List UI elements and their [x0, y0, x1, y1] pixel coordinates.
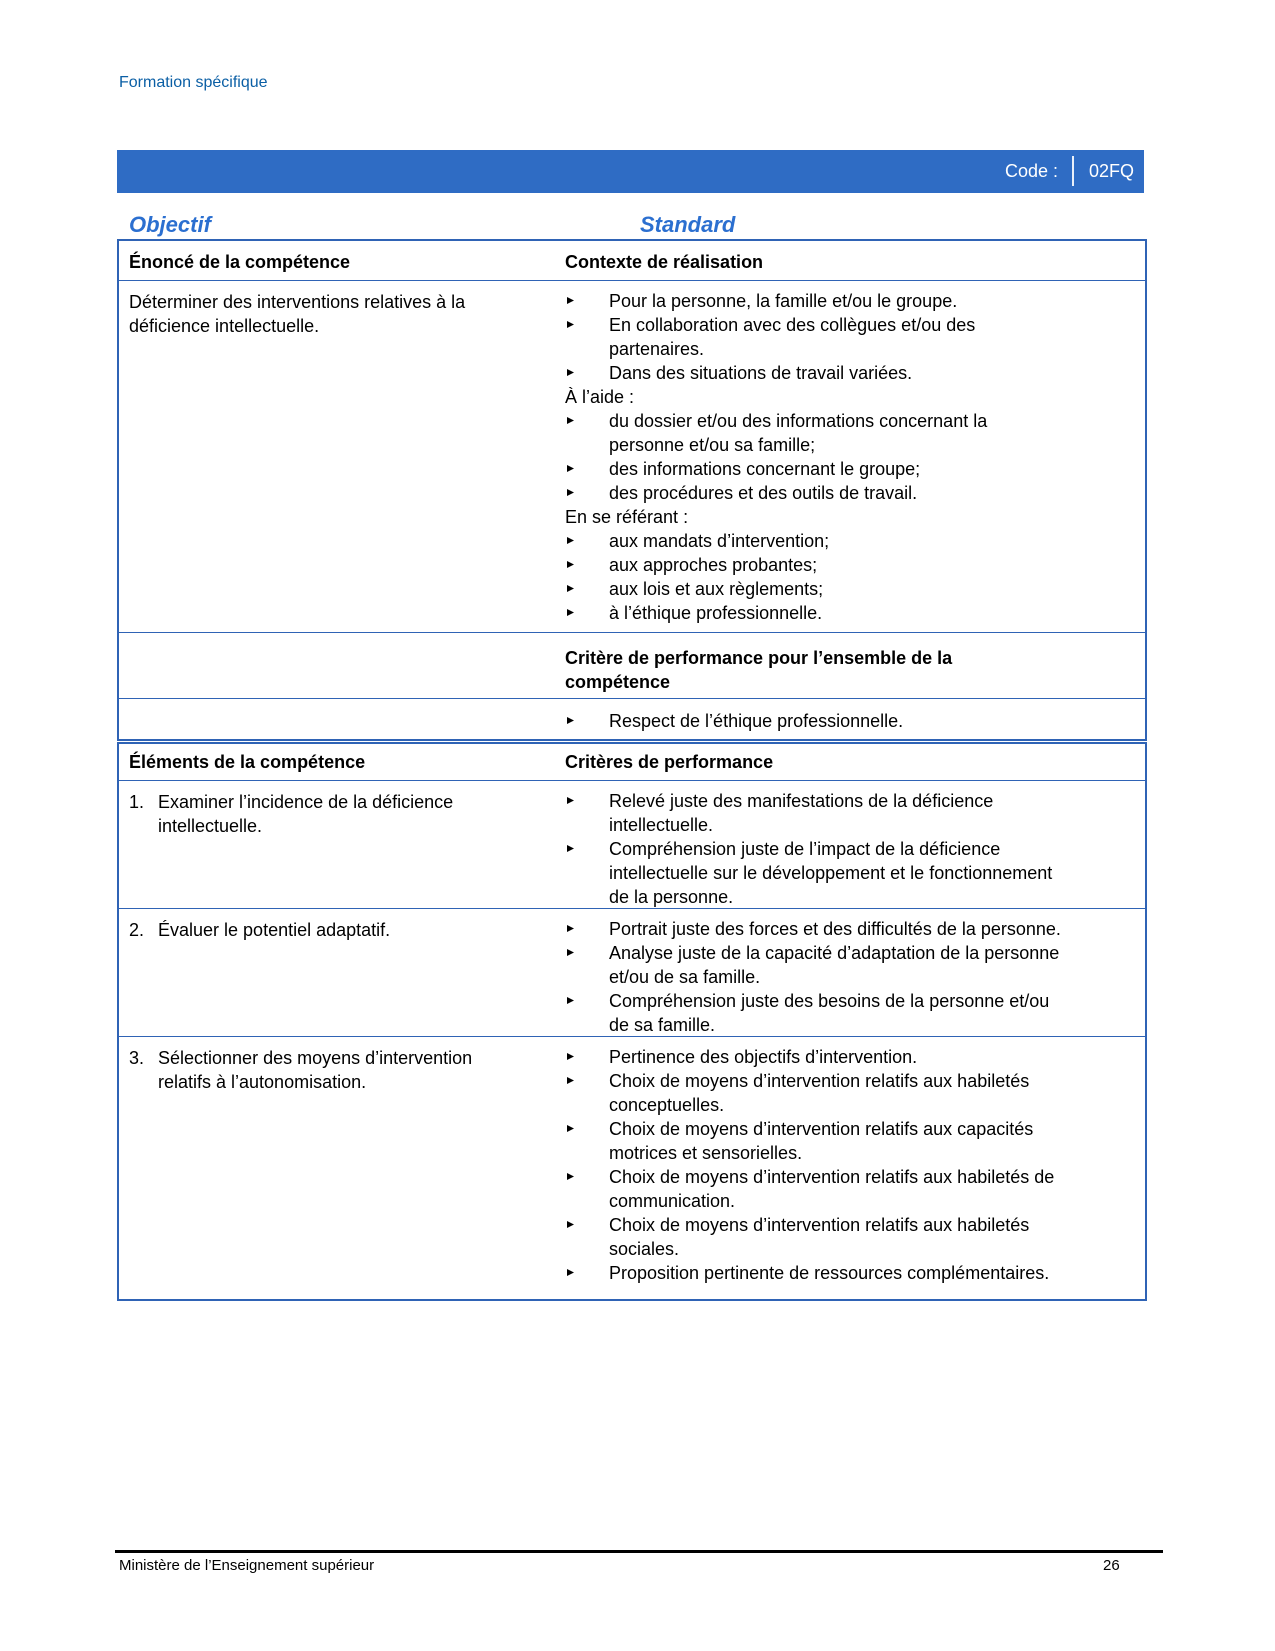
context-line: aux lois et aux règlements;	[609, 579, 824, 599]
criteria-line: Compréhension juste de l’impact de la déficience	[609, 839, 1001, 859]
context-line: À l’aide :	[565, 387, 635, 407]
section2-right-header: Critères de performance	[565, 752, 774, 772]
criteria-line: Relevé juste des manifestations de la déficience	[609, 791, 994, 811]
criteria-line: de la personne.	[609, 887, 734, 907]
statement-line: déficience intellectuelle.	[129, 316, 320, 336]
element-number: 2.	[129, 920, 145, 940]
context-line: des procédures et des outils de travail.	[609, 483, 918, 503]
criteria-header-line: compétence	[565, 672, 671, 692]
context-line: du dossier et/ou des informations concernant la	[609, 411, 988, 431]
element-line: Examiner l’incidence de la déficience	[158, 792, 454, 812]
heading-objectif: Objectif	[129, 212, 211, 237]
criteria-line: Choix de moyens d’intervention relatifs aux habiletés	[609, 1215, 1030, 1235]
criteria-line: Portrait juste des forces et des difficultés de la personne.	[609, 919, 1061, 939]
divider	[119, 280, 1145, 281]
criteria-line: intellectuelle sur le développement et le fonctionnement	[609, 863, 1053, 883]
divider	[119, 632, 1145, 633]
section2-left-header: Éléments de la compétence	[129, 752, 366, 772]
element-number: 1.	[129, 792, 145, 812]
element-line: relatifs à l’autonomisation.	[158, 1072, 367, 1092]
context-line: à l’éthique professionnelle.	[609, 603, 823, 623]
section1-right-header: Contexte de réalisation	[565, 252, 764, 272]
context-line: personne et/ou sa famille;	[609, 435, 816, 455]
criteria-line: motrices et sensorielles.	[609, 1143, 803, 1163]
code-separator	[1072, 156, 1074, 186]
context-line: En se référant :	[565, 507, 689, 527]
footer-rule	[115, 1550, 1163, 1553]
criteria-line: communication.	[609, 1191, 736, 1211]
section1-left-header: Énoncé de la compétence	[129, 252, 351, 272]
context-line: Dans des situations de travail variées.	[609, 363, 913, 383]
divider	[119, 780, 1145, 781]
element-line: Évaluer le potentiel adaptatif.	[158, 920, 391, 940]
context-line: des informations concernant le groupe;	[609, 459, 921, 479]
context-line: aux mandats d’intervention;	[609, 531, 830, 551]
code-bar	[117, 150, 1144, 193]
code-label: Code :	[1004, 161, 1058, 181]
page-header-title: Formation spécifique	[119, 74, 268, 91]
context-line: aux approches probantes;	[609, 555, 818, 575]
criteria-line: Compréhension juste des besoins de la personne et/ou	[609, 991, 1050, 1011]
criteria-line: et/ou de sa famille.	[609, 967, 761, 987]
criteria-line: Pertinence des objectifs d’intervention.	[609, 1047, 918, 1067]
element-number: 3.	[129, 1048, 145, 1068]
criteria-header-line: Critère de performance pour l’ensemble de la	[565, 648, 953, 668]
footer-ministry: Ministère de l’Enseignement supérieur	[119, 1557, 375, 1574]
criteria-line: intellectuelle.	[609, 815, 714, 835]
statement-line: Déterminer des interventions relatives à la	[129, 292, 466, 312]
context-line: En collaboration avec des collègues et/ou des	[609, 315, 976, 335]
element-line: intellectuelle.	[158, 816, 263, 836]
heading-standard: Standard	[640, 212, 736, 237]
context-line: Pour la personne, la famille et/ou le groupe.	[609, 291, 958, 311]
page-number: 26	[1103, 1557, 1120, 1574]
divider	[119, 698, 1145, 699]
context-line: partenaires.	[609, 339, 705, 359]
criteria-line: conceptuelles.	[609, 1095, 725, 1115]
criteria-line: sociales.	[609, 1239, 680, 1259]
criteria-item: Respect de l’éthique professionnelle.	[609, 711, 904, 731]
criteria-line: Choix de moyens d’intervention relatifs aux capacités	[609, 1119, 1034, 1139]
element-line: Sélectionner des moyens d’intervention	[158, 1048, 473, 1068]
criteria-line: de sa famille.	[609, 1015, 716, 1035]
criteria-line: Choix de moyens d’intervention relatifs aux habiletés de	[609, 1167, 1055, 1187]
code-value: 02FQ	[1088, 161, 1134, 181]
criteria-line: Choix de moyens d’intervention relatifs aux habiletés	[609, 1071, 1030, 1091]
criteria-line: Proposition pertinente de ressources complémentaires.	[609, 1263, 1050, 1283]
criteria-line: Analyse juste de la capacité d’adaptation de la personne	[609, 943, 1060, 963]
